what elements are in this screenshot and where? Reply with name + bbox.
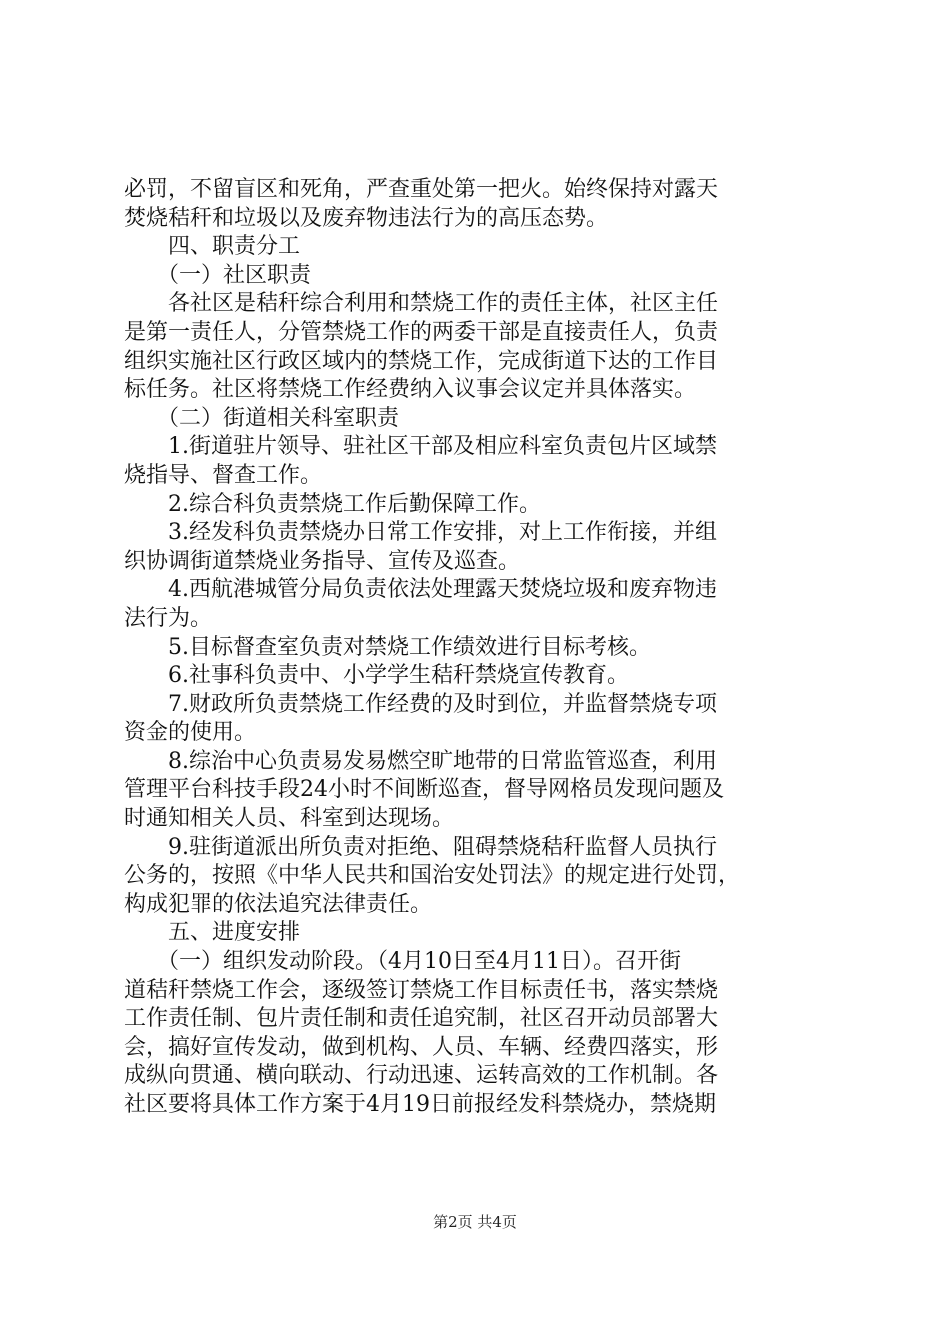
subsection-heading: （一）社区职责 bbox=[124, 262, 312, 288]
text-line: 7.财政所负责禁烧工作经费的及时到位，并监督禁烧专项 bbox=[124, 691, 717, 717]
text-line: 标任务。社区将禁烧工作经费纳入议事会议定并具体落实。 bbox=[124, 377, 697, 403]
text-line: 工作责任制、包片责任制和责任追究制，社区召开动员部署大 bbox=[124, 1006, 719, 1032]
text-line: 必罚，不留盲区和死角，严查重处第一把火。始终保持对露天 bbox=[124, 177, 719, 202]
text-line: 4.西航港城管分局负责依法处理露天焚烧垃圾和废弃物违 bbox=[124, 577, 717, 603]
text-line: 9.驻街道派出所负责对拒绝、阻碍禁烧秸秆监督人员执行 bbox=[124, 834, 717, 860]
text-line: 1.街道驻片领导、驻社区干部及相应科室负责包片区域禁 bbox=[124, 434, 717, 460]
section-heading: 四、职责分工 bbox=[124, 234, 301, 260]
subsection-heading: （二）街道相关科室职责 bbox=[124, 405, 400, 431]
text-line: 织协调街道禁烧业务指导、宣传及巡查。 bbox=[124, 548, 521, 574]
text-line: 焚烧秸秆和垃圾以及废弃物违法行为的高压态势。 bbox=[124, 205, 609, 231]
text-line: 成纵向贯通、横向联动、行动迅速、运转高效的工作机制。各 bbox=[124, 1063, 719, 1089]
text-line: 2.综合科负责禁烧工作后勤保障工作。 bbox=[124, 491, 541, 517]
document-body bbox=[124, 176, 844, 1120]
text-line: 社区要将具体工作方案于4月19日前报经发科禁烧办，禁烧期 bbox=[124, 1092, 716, 1117]
text-line: 时通知相关人员、科室到达现场。 bbox=[124, 806, 455, 832]
text-line: 5.目标督查室负责对禁烧工作绩效进行目标考核。 bbox=[124, 634, 651, 660]
text-line: 8.综治中心负责易发易燃空旷地带的日常监管巡查，利用 bbox=[124, 748, 717, 774]
text-line: 管理平台科技手段24小时不间断巡查，督导网格员发现问题及 bbox=[124, 777, 724, 803]
page-number-footer: 第2页 共4页 bbox=[433, 1213, 517, 1231]
text-line: 资金的使用。 bbox=[124, 720, 257, 746]
text-line: 各社区是秸秆综合利用和禁烧工作的责任主体，社区主任 bbox=[124, 291, 719, 317]
text-line: 构成犯罪的依法追究法律责任。 bbox=[124, 891, 433, 917]
text-line: （一）组织发动阶段。（4月10日至4月11日）。召开街 bbox=[124, 949, 681, 975]
text-line: 3.经发科负责禁烧办日常工作安排，对上工作衔接，并组 bbox=[124, 520, 717, 546]
section-heading: 五、进度安排 bbox=[124, 920, 301, 946]
text-line: 是第一责任人，分管禁烧工作的两委干部是直接责任人，负责 bbox=[124, 319, 719, 345]
text-line: 6.社事科负责中、小学学生秸秆禁烧宣传教育。 bbox=[124, 663, 629, 689]
text-line: 法行为。 bbox=[124, 605, 213, 631]
text-line: 会，搞好宣传发动，做到机构、人员、车辆、经费四落实，形 bbox=[124, 1034, 719, 1060]
text-line: 组织实施社区行政区域内的禁烧工作，完成街道下达的工作目 bbox=[124, 348, 719, 374]
text-line: 公务的，按照《中华人民共和国治安处罚法》的规定进行处罚， bbox=[124, 863, 741, 889]
text-line: 烧指导、督查工作。 bbox=[124, 462, 323, 488]
text-line: 道秸秆禁烧工作会，逐级签订禁烧工作目标责任书，落实禁烧 bbox=[124, 977, 719, 1003]
